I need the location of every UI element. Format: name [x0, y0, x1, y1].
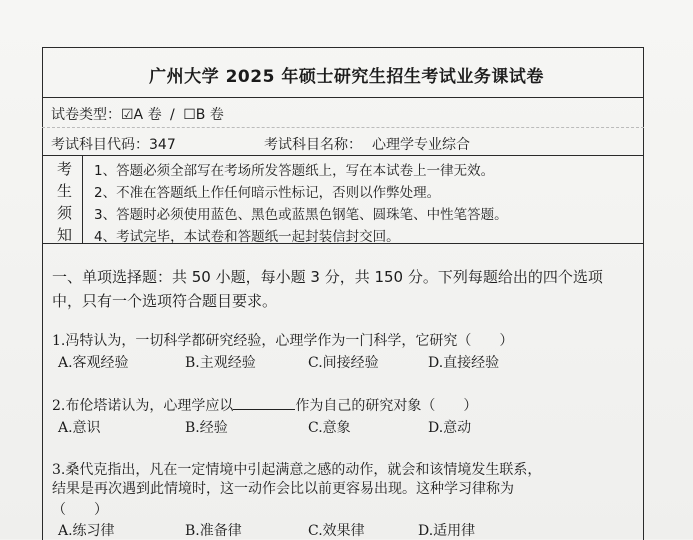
question-3-stem-line1: 3.桑代克指出，凡在一定情境中引起满意之感的动作，就会和该情境发生联系，	[52, 462, 542, 478]
subject-code-label: 考试科目代码：	[51, 137, 149, 153]
section-heading-line1: 一、单项选择题：共 50 小题，每小题 3 分，共 150 分。下列每题给出的四个选项	[52, 268, 603, 286]
question-2-option-d: D.意动	[428, 420, 472, 436]
divider-title	[42, 97, 644, 98]
question-1-option-d: D.直接经验	[428, 355, 500, 371]
divider-subject	[42, 155, 644, 156]
notice-char: 知	[57, 226, 73, 244]
question-2-option-c: C.意象	[308, 420, 351, 436]
subject-name-label: 考试科目名称：	[264, 137, 362, 153]
question-2-option-b: B.经验	[185, 420, 228, 436]
paper-type-option-a: ☑A 卷	[121, 107, 162, 123]
divider-type	[42, 127, 644, 128]
question-3-option-d: D.适用律	[418, 523, 476, 539]
question-3-option-a: A.练习律	[58, 523, 115, 539]
question-3-stem-line3: （ ）	[52, 502, 108, 518]
question-3-option-c: C.效果律	[308, 523, 365, 539]
question-2-stem-pre: 2.布伦塔诺认为，心理学应以	[52, 398, 234, 414]
subject-name-value: 心理学专业综合	[372, 137, 470, 153]
question-2-stem	[52, 395, 477, 415]
question-2-option-a: A.意识	[58, 420, 101, 436]
notice-char: 须	[57, 204, 73, 222]
paper-type-row	[51, 104, 224, 124]
notice-char: 考	[57, 160, 73, 178]
answer-blank	[233, 397, 295, 410]
notice-item: 1、答题必须全部写在考场所发答题纸上，写在本试卷上一律无效。	[94, 163, 495, 179]
page-title: 广州大学 2025 年硕士研究生招生考试业务课试卷	[149, 67, 544, 87]
notice-item: 3、答题时必须使用蓝色、黑色或蓝黑色钢笔、圆珠笔、中性笔答题。	[94, 207, 508, 223]
question-1-option-c: C.间接经验	[308, 355, 379, 371]
paper-type-separator: /	[170, 107, 175, 123]
section-heading-line2: 中，只有一个选项符合题目要求。	[52, 292, 278, 310]
question-1-option-b: B.主观经验	[185, 355, 256, 371]
question-1-stem: 1.冯特认为，一切科学都研究经验，心理学作为一门科学，它研究（ ）	[52, 333, 514, 349]
subject-code	[51, 134, 176, 154]
notice-char: 生	[57, 182, 73, 200]
question-3-option-b: B.准备律	[185, 523, 242, 539]
question-3-stem-line2: 结果是再次遇到此情境时，这一动作会比以前更容易出现。这种学习律称为	[52, 481, 514, 497]
question-2-stem-post: 作为自己的研究对象（ ）	[295, 398, 478, 414]
paper-type-option-b: ☐B 卷	[183, 107, 224, 123]
question-1-option-a: A.客观经验	[58, 355, 129, 371]
notice-item: 2、不准在答题纸上作任何暗示性标记，否则以作弊处理。	[94, 185, 441, 201]
subject-code-value: 347	[149, 137, 176, 153]
notice-item: 4、考试完毕，本试卷和答题纸一起封装信封交回。	[94, 229, 400, 245]
subject-name	[264, 134, 470, 154]
paper-type-label: 试卷类型：	[51, 107, 121, 123]
